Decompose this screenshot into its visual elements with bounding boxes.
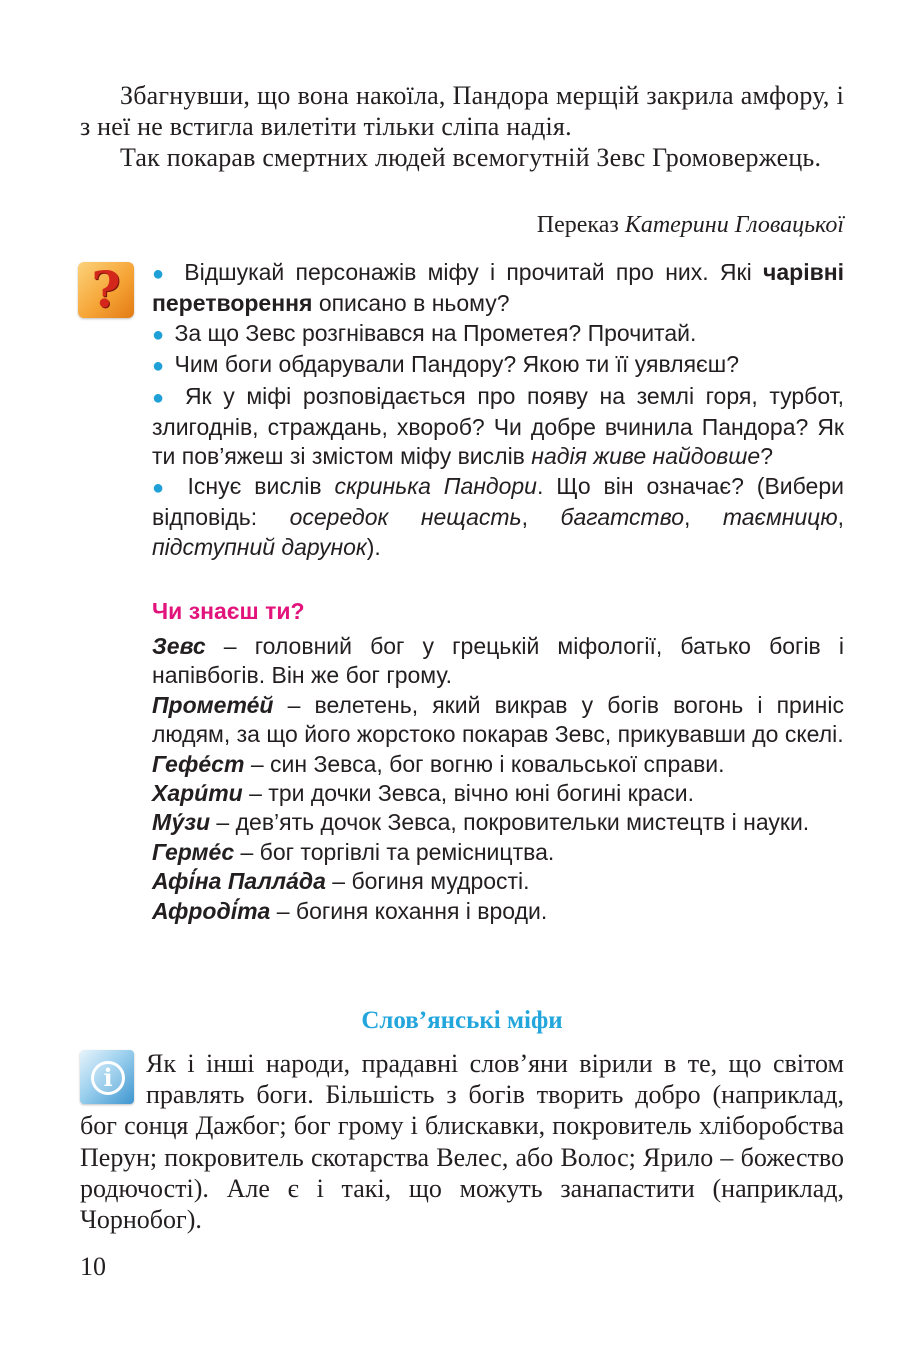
slavic-myths-text — [80, 1048, 844, 1235]
question-bold-term: чарівні перетворення — [152, 259, 845, 317]
question-quote: надія живе найдовше — [531, 443, 761, 470]
intro-text — [80, 80, 844, 173]
bullet-icon: ● — [152, 263, 169, 285]
did-you-know-heading: Чи знаєш ти? — [152, 598, 305, 624]
retelling-attribution — [80, 210, 844, 240]
question-mark-icon: ? — [78, 262, 134, 318]
question-item: ● Існує вислів скринька Пандори. Що він означає? (Вибери відповідь: осередок нещасть, багатство, таємницю, підступний дарунок). — [152, 472, 845, 560]
questions-list — [152, 258, 844, 562]
page-number: 10 — [80, 1252, 106, 1281]
bullet-icon: ● — [152, 323, 165, 346]
glossary-entry: Гефе́ст – син Зевса, бог вогню і ковальської справи. — [152, 750, 725, 777]
bullet-icon: ● — [152, 386, 170, 409]
bullet-icon: ● — [152, 355, 165, 378]
glossary-entry: Промете́й – велетень, який викрав у богів вогонь і приніс людям, за що його жорстоко покарав Зевс, прикувавши до скелі. — [152, 691, 844, 748]
info-icon: i — [80, 1050, 134, 1104]
glossary-entry: Афі́на Палла́да – богиня мудрості. — [152, 868, 530, 895]
question-item: ● За що Зевс розгнівався на Прометея? Прочитай. — [152, 319, 697, 346]
slavic-paragraph: Як і інші народи, прадавні слов’яни вірили в те, що світом правлять боги. Більшість з богів творить добро (наприклад, бог сонця Дажбог; бог грому і блискавки, покровитель хліборобства Перун; покровитель скотарства Велес, або Волос; Ярило – божество родючості). Але є і такі, що можуть занапастити (наприклад, Чорнобог). — [80, 1049, 844, 1235]
glossary-entry: Афроді́та – богиня кохання і вроди. — [152, 897, 548, 924]
attribution-prefix: Переказ — [536, 212, 619, 238]
intro-paragraph: Так покарав смертних людей всемогутній Зевс Громовержець. — [120, 143, 822, 172]
section-heading: Слов’янські міфи — [361, 1007, 563, 1034]
glossary-entry: Хари́ти – три дочки Зевса, вічно юні богині краси. — [152, 780, 695, 807]
intro-paragraph: Збагнувши, що вона накоїла, Пандора мерщій закрила амфору, і з неї не встигла вилетіти тільки сліпа надія. — [80, 81, 844, 141]
glossary — [152, 632, 844, 926]
bullet-icon: ● — [152, 476, 171, 499]
attribution-author: Катерини Гловацької — [624, 212, 844, 238]
question-item: ● Як у міфі розповідається про появу на землі горя, турбот, злигоднів, страждань, хвороб? Чи добре вчинила Пандора? Як ти пов’яжеш зі змістом міфу вислів надія живе найдовше? — [152, 382, 845, 470]
question-item: ● Відшукай персонажів міфу і прочитай про них. Які чарівні перетворення описано в ньому? — [152, 259, 845, 317]
glossary-entry: Му́зи – дев’ять дочок Зевса, покровительки мистецтв і науки. — [152, 809, 810, 836]
question-item: ● Чим боги обдарували Пандору? Якою ти її уявляєш? — [152, 351, 740, 378]
glossary-entry: Герме́с – бог торгівлі та ремісництва. — [152, 838, 555, 865]
glossary-entry: Зевс – головний бог у грецькій міфології, батько богів і напівбогів. Він же бог грому. — [152, 633, 844, 689]
